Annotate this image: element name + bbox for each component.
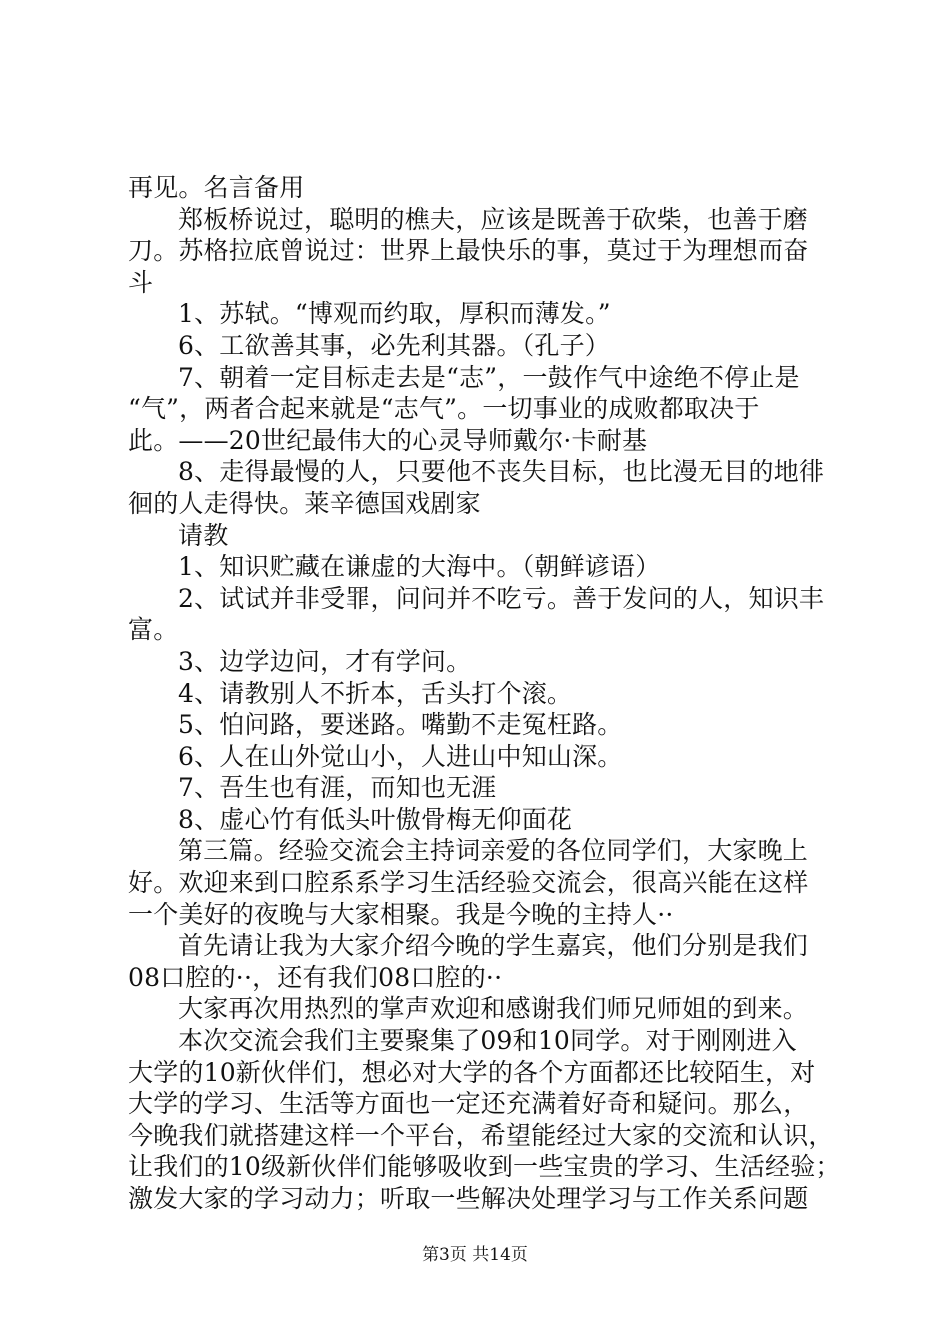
text-line: 8、虚心竹有低头叶傲骨梅无仰面花 (178, 804, 573, 834)
text-line: 徊的人走得快。莱辛德国戏剧家 (128, 488, 481, 518)
text-line: 大家再次用热烈的掌声欢迎和感谢我们师兄师姐的到来。 (178, 994, 809, 1024)
text-line: 3、边学边问，才有学问。 (178, 646, 472, 676)
text-line: 08口腔的··，还有我们08口腔的·· (128, 962, 503, 992)
text-line: 刀。苏格拉底曾说过：世界上最快乐的事，莫过于为理想而奋 (128, 236, 809, 266)
text-line: 好。欢迎来到口腔系系学习生活经验交流会，很高兴能在这样 (128, 868, 809, 898)
document-body (128, 172, 844, 1215)
text-line: 1、知识贮藏在谦虚的大海中。（朝鲜谚语） (178, 552, 661, 582)
text-line: 让我们的10级新伙伴们能够吸收到一些宝贵的学习、生活经验； (128, 1152, 841, 1182)
text-line: 本次交流会我们主要聚集了09和10同学。对于刚刚进入 (178, 1026, 797, 1056)
text-line: 6、人在山外觉山小，人进山中知山深。 (178, 741, 623, 771)
text-line: 第三篇。经验交流会主持词亲爱的各位同学们，大家晚上 (178, 836, 809, 866)
text-line: 大学的10新伙伴们，想必对大学的各个方面都还比较陌生，对 (128, 1057, 816, 1087)
text-line: 4、请教别人不折本，舌头打个滚。 (178, 678, 573, 708)
text-line: 7、吾生也有涯，而知也无涯 (178, 773, 497, 803)
text-line: 一个美好的夜晚与大家相聚。我是今晚的主持人·· (128, 899, 674, 929)
text-line: 大学的学习、生活等方面也一定还充满着好奇和疑问。那么， (128, 1089, 809, 1119)
text-line: 富。 (128, 615, 179, 645)
text-line: 首先请让我为大家介绍今晚的学生嘉宾，他们分别是我们 (178, 931, 809, 961)
text-line: 郑板桥说过，聪明的樵夫，应该是既善于砍柴，也善于磨 (178, 204, 809, 234)
text-line: 2、试试并非受罪，问问并不吃亏。善于发问的人，知识丰 (178, 583, 825, 613)
text-line: 再见。名言备用 (128, 173, 305, 202)
text-line: 7、朝着一定目标走去是“志”，一鼓作气中途绝不停止是 (178, 362, 800, 392)
text-line: “气”，两者合起来就是“志气”。一切事业的成败都取决于 (128, 394, 760, 424)
text-line: 请教 (178, 520, 229, 550)
page-footer: 第3页 共14页 (422, 1245, 528, 1265)
text-line: 8、走得最慢的人，只要他不丧失目标，也比漫无目的地徘 (178, 457, 825, 487)
text-line: 5、怕问路，要迷路。嘴勤不走冤枉路。 (178, 710, 623, 740)
text-line: 斗 (128, 267, 154, 297)
text-line: 此。——20世纪最伟大的心灵导师戴尔·卡耐基 (128, 425, 648, 455)
text-line: 今晚我们就搭建这样一个平台，希望能经过大家的交流和认识， (128, 1120, 834, 1150)
text-line: 1、苏轼。“博观而约取，厚积而薄发。” (178, 299, 611, 329)
text-line: 激发大家的学习动力；听取一些解决处理学习与工作关系问题 (128, 1184, 809, 1213)
text-line: 6、工欲善其事，必先利其器。（孔子） (178, 330, 611, 360)
